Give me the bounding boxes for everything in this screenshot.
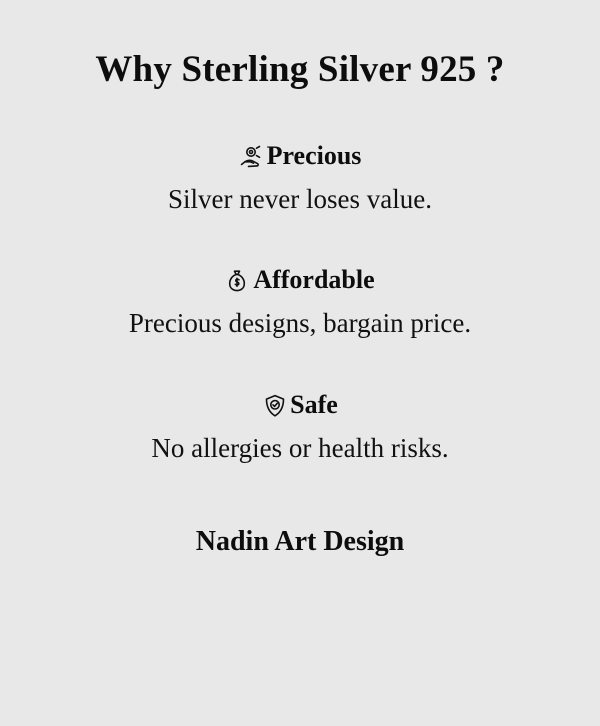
hand-holding-coin-icon: [239, 144, 265, 170]
feature-title: Affordable: [253, 265, 375, 295]
feature-heading: [239, 143, 362, 169]
feature-heading: [262, 389, 338, 419]
feature-description: No allergies or health risks.: [151, 432, 449, 463]
page-title: Why Sterling Silver 925 ?: [95, 49, 505, 90]
feature-title: Precious: [266, 141, 362, 170]
feature-heading: [225, 267, 374, 293]
shield-check-icon: [262, 393, 288, 419]
feature-description: Silver never loses value.: [168, 184, 432, 214]
feature-title: Safe: [290, 389, 338, 419]
feature-item-affordable: [0, 267, 600, 339]
feature-item-precious: [0, 143, 600, 215]
feature-description: Precious designs, bargain price.: [128, 308, 472, 339]
feature-list: [0, 143, 600, 464]
brand-name: Nadin Art Design: [195, 526, 405, 558]
money-bag-icon: [225, 268, 251, 294]
feature-item-safe: [0, 389, 600, 464]
